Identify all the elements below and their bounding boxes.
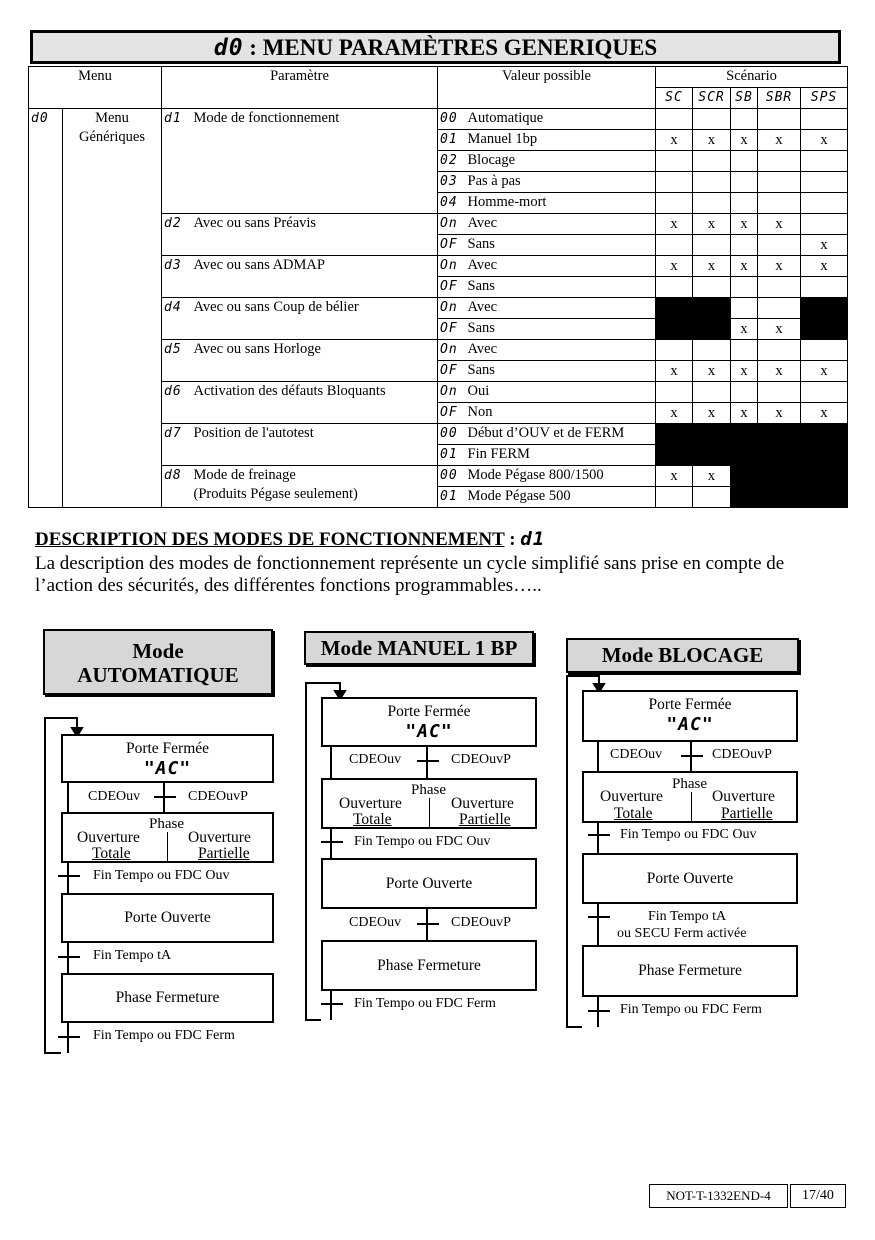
manuel-cde2-right: CDEOuvP bbox=[451, 915, 511, 930]
scenario-cell-sb bbox=[731, 424, 758, 445]
scenario-cell-sb: x bbox=[731, 319, 758, 340]
auto-transition-2: Fin Tempo tA bbox=[93, 948, 172, 963]
manuel-transition-1: Fin Tempo ou FDC Ouv bbox=[354, 834, 491, 849]
param-label-cell bbox=[192, 256, 438, 298]
phase-label: Phase bbox=[411, 782, 446, 798]
param-code-cell: d3 bbox=[162, 256, 192, 298]
scenario-cell-scr bbox=[693, 235, 731, 256]
scenario-cell-sbr bbox=[758, 466, 801, 487]
value-code-cell: 02 bbox=[438, 151, 466, 172]
display-ac: "AC" bbox=[405, 721, 453, 742]
scenario-cell-sbr bbox=[758, 277, 801, 298]
blocage-transition-2b: ou SECU Ferm activée bbox=[617, 926, 747, 941]
param-label-cell bbox=[192, 382, 438, 424]
value-label-cell: Manuel 1bp bbox=[466, 130, 656, 151]
scenario-cell-sc: x bbox=[656, 214, 693, 235]
scenario-cell-sps bbox=[801, 214, 848, 235]
value-label-cell: Avec bbox=[466, 214, 656, 235]
phase-divider bbox=[691, 792, 692, 822]
value-label-cell: Sans bbox=[466, 235, 656, 256]
scenario-cell-sps bbox=[801, 487, 848, 508]
menu-code-cell: d0 bbox=[29, 109, 63, 508]
value-label-cell: Blocage bbox=[466, 151, 656, 172]
header-menu: Menu bbox=[29, 67, 162, 109]
ouverture-partielle-2: Partielle bbox=[198, 845, 250, 862]
param-code-cell: d6 bbox=[162, 382, 192, 424]
scenario-cell-sc: x bbox=[656, 466, 693, 487]
page-title-text: : MENU PARAMÈTRES GENERIQUES bbox=[249, 35, 658, 60]
scenario-cell-sc bbox=[656, 319, 693, 340]
scenario-cell-sbr bbox=[758, 172, 801, 193]
blocage-cde-left: CDEOuv bbox=[610, 747, 663, 762]
scenario-cell-sps bbox=[801, 319, 848, 340]
auto-cde-right: CDEOuvP bbox=[188, 789, 248, 804]
scenario-cell-sbr bbox=[758, 109, 801, 130]
value-code-cell: On bbox=[438, 382, 466, 403]
scenario-cell-sbr bbox=[758, 151, 801, 172]
blocage-state-porte-fermee bbox=[582, 690, 798, 742]
scenario-cell-sb bbox=[731, 235, 758, 256]
scenario-cell-sbr: x bbox=[758, 130, 801, 151]
scenario-cell-scr: x bbox=[693, 403, 731, 424]
value-label-cell: Homme-mort bbox=[466, 193, 656, 214]
value-label-cell: Oui bbox=[466, 382, 656, 403]
auto-state-porte-fermee bbox=[61, 734, 274, 783]
scenario-cell-scr bbox=[693, 382, 731, 403]
display-ac: "AC" bbox=[143, 758, 192, 779]
scenario-cell-sb bbox=[731, 382, 758, 403]
param-label: Activation des défauts Bloquants bbox=[193, 383, 386, 399]
scenario-cell-sc bbox=[656, 277, 693, 298]
param-code-cell: d8 bbox=[162, 466, 192, 508]
scenario-cell-sbr: x bbox=[758, 319, 801, 340]
description-heading-text: DESCRIPTION DES MODES DE FONCTIONNEMENT bbox=[35, 529, 505, 550]
display-ac: "AC" bbox=[666, 714, 714, 735]
ouverture-partielle-1: Ouverture bbox=[712, 788, 775, 805]
document-reference: NOT-T-1332END-4 bbox=[649, 1184, 788, 1208]
scenario-cell-sb: x bbox=[731, 256, 758, 277]
scenario-cell-sbr bbox=[758, 487, 801, 508]
param-label: Mode de freinage bbox=[193, 467, 296, 483]
mode-automatique-title-line2: AUTOMATIQUE bbox=[77, 663, 239, 687]
scenario-cell-scr bbox=[693, 445, 731, 466]
value-code-cell: On bbox=[438, 340, 466, 361]
scenario-cell-sc: x bbox=[656, 130, 693, 151]
blocage-state-phase-fermeture: Phase Fermeture bbox=[582, 945, 798, 997]
scenario-cell-sbr bbox=[758, 340, 801, 361]
param-label-cell bbox=[192, 214, 438, 256]
phase-divider bbox=[429, 798, 430, 828]
value-label-cell: Non bbox=[466, 403, 656, 424]
scenario-cell-sbr bbox=[758, 382, 801, 403]
param-code-cell: d2 bbox=[162, 214, 192, 256]
param-label-cell bbox=[192, 424, 438, 466]
value-code-cell: On bbox=[438, 298, 466, 319]
state-label: Porte Fermée bbox=[387, 703, 471, 720]
ouverture-partielle-1: Ouverture bbox=[451, 795, 514, 812]
mode-blocage-title: Mode BLOCAGE bbox=[566, 638, 799, 673]
menu-label-line2: Génériques bbox=[78, 129, 146, 145]
value-code-cell: OF bbox=[438, 361, 466, 382]
description-text: La description des modes de fonctionnement représente un cycle simplifié sans prise en compte de l’action des sécurités, des différentes fonctions programmables….. bbox=[35, 553, 785, 596]
scenario-cell-sps: x bbox=[801, 403, 848, 424]
scenario-cell-sc: x bbox=[656, 361, 693, 382]
scenario-cell-scr bbox=[693, 298, 731, 319]
description-heading-sep: : bbox=[504, 529, 521, 550]
scenario-cell-sps bbox=[801, 151, 848, 172]
scenario-cell-sc bbox=[656, 193, 693, 214]
auto-state-porte-ouverte: Porte Ouverte bbox=[61, 893, 274, 943]
param-label-cell bbox=[192, 466, 438, 508]
ouverture-partielle-2: Partielle bbox=[721, 805, 773, 822]
header-valeur: Valeur possible bbox=[438, 67, 656, 109]
scenario-cell-sbr: x bbox=[758, 256, 801, 277]
phase-divider bbox=[167, 832, 168, 862]
scenario-cell-sbr bbox=[758, 235, 801, 256]
scenario-cell-sps bbox=[801, 340, 848, 361]
value-code-cell: OF bbox=[438, 235, 466, 256]
scenario-cell-scr bbox=[693, 151, 731, 172]
blocage-cde-right: CDEOuvP bbox=[712, 747, 772, 762]
ouverture-partielle-1: Ouverture bbox=[188, 829, 251, 846]
scenario-cell-sb bbox=[731, 466, 758, 487]
param-label: Position de l'autotest bbox=[193, 425, 314, 441]
ouverture-totale-2: Totale bbox=[614, 805, 653, 822]
manuel-cde-right: CDEOuvP bbox=[451, 752, 511, 767]
value-code-cell: OF bbox=[438, 319, 466, 340]
param-label-cell bbox=[192, 340, 438, 382]
header-parametre: Paramètre bbox=[162, 67, 438, 109]
scenario-cell-sc bbox=[656, 445, 693, 466]
scenario-cell-scr bbox=[693, 319, 731, 340]
ouverture-totale-2: Totale bbox=[353, 811, 392, 828]
value-label-cell: Pas à pas bbox=[466, 172, 656, 193]
param-label: Avec ou sans Horloge bbox=[193, 341, 321, 357]
ouverture-totale-1: Ouverture bbox=[339, 795, 402, 812]
phase-label: Phase bbox=[149, 816, 184, 832]
blocage-transition-1: Fin Tempo ou FDC Ouv bbox=[620, 827, 757, 842]
auto-cde-left: CDEOuv bbox=[88, 789, 141, 804]
scenario-cell-sc bbox=[656, 340, 693, 361]
scenario-cell-sps bbox=[801, 445, 848, 466]
scenario-cell-sbr bbox=[758, 193, 801, 214]
param-label-cell bbox=[192, 109, 438, 214]
scenario-cell-sb bbox=[731, 277, 758, 298]
scenario-cell-sbr bbox=[758, 424, 801, 445]
scenario-cell-scr bbox=[693, 487, 731, 508]
scenario-cell-sbr bbox=[758, 445, 801, 466]
description-heading-code: d1 bbox=[520, 528, 546, 550]
param-code-cell: d1 bbox=[162, 109, 192, 214]
page-number: 17/40 bbox=[790, 1184, 846, 1208]
value-code-cell: 03 bbox=[438, 172, 466, 193]
scenario-cell-sb: x bbox=[731, 214, 758, 235]
scenario-cell-scr bbox=[693, 277, 731, 298]
param-label: Mode de fonctionnement bbox=[193, 110, 340, 126]
scenario-cell-sb bbox=[731, 172, 758, 193]
menu-label-cell bbox=[63, 109, 162, 508]
auto-state-phase-fermeture: Phase Fermeture bbox=[61, 973, 274, 1023]
ouverture-totale-1: Ouverture bbox=[77, 829, 140, 846]
ouverture-partielle-2: Partielle bbox=[459, 811, 511, 828]
manuel-state-porte-fermee bbox=[321, 697, 537, 747]
scenario-cell-sbr: x bbox=[758, 403, 801, 424]
mode-automatique-title-line1: Mode bbox=[132, 639, 184, 663]
scenario-cell-sb bbox=[731, 298, 758, 319]
scenario-cell-sbr: x bbox=[758, 361, 801, 382]
param-label-cell bbox=[192, 298, 438, 340]
scenario-cell-sps bbox=[801, 172, 848, 193]
value-code-cell: 04 bbox=[438, 193, 466, 214]
value-code-cell: 01 bbox=[438, 487, 466, 508]
page-title bbox=[30, 30, 841, 64]
scenario-cell-sb bbox=[731, 487, 758, 508]
scenario-cell-sc bbox=[656, 424, 693, 445]
scenario-cell-sc bbox=[656, 298, 693, 319]
scenario-cell-scr: x bbox=[693, 361, 731, 382]
scenario-cell-scr: x bbox=[693, 256, 731, 277]
value-label-cell: Automatique bbox=[466, 109, 656, 130]
scenario-cell-sb bbox=[731, 445, 758, 466]
scenario-cell-sc bbox=[656, 109, 693, 130]
scenario-cell-sc: x bbox=[656, 256, 693, 277]
ouverture-totale-1: Ouverture bbox=[600, 788, 663, 805]
value-code-cell: 00 bbox=[438, 109, 466, 130]
parameter-table bbox=[28, 66, 848, 508]
value-label-cell: Début d’OUV et de FERM bbox=[466, 424, 656, 445]
scenario-cell-sps bbox=[801, 277, 848, 298]
scenario-cell-sb bbox=[731, 340, 758, 361]
scenario-scr: SCR bbox=[693, 88, 731, 109]
auto-transition-1: Fin Tempo ou FDC Ouv bbox=[93, 868, 230, 883]
scenario-cell-sps: x bbox=[801, 361, 848, 382]
scenario-cell-scr bbox=[693, 340, 731, 361]
scenario-cell-sbr: x bbox=[758, 214, 801, 235]
header-scenario: Scénario bbox=[656, 67, 848, 88]
param-code-cell: d4 bbox=[162, 298, 192, 340]
param-label: Avec ou sans ADMAP bbox=[193, 257, 325, 273]
manuel-state-porte-ouverte: Porte Ouverte bbox=[321, 858, 537, 909]
scenario-cell-sc bbox=[656, 487, 693, 508]
value-code-cell: 00 bbox=[438, 424, 466, 445]
scenario-cell-sb: x bbox=[731, 403, 758, 424]
value-code-cell: OF bbox=[438, 277, 466, 298]
scenario-cell-scr: x bbox=[693, 214, 731, 235]
scenario-cell-sb bbox=[731, 151, 758, 172]
auto-state-ouverture bbox=[61, 812, 274, 863]
ouverture-totale-2: Totale bbox=[92, 845, 131, 862]
value-label-cell: Avec bbox=[466, 340, 656, 361]
blocage-transition-3: Fin Tempo ou FDC Ferm bbox=[620, 1002, 762, 1017]
scenario-cell-sps: x bbox=[801, 130, 848, 151]
state-label: Porte Fermée bbox=[648, 696, 732, 713]
scenario-cell-sps bbox=[801, 193, 848, 214]
scenario-cell-scr bbox=[693, 109, 731, 130]
table-row bbox=[29, 109, 848, 130]
scenario-cell-scr bbox=[693, 172, 731, 193]
scenario-sb: SB bbox=[731, 88, 758, 109]
state-label: Porte Fermée bbox=[125, 740, 210, 757]
mode-automatique-title bbox=[43, 629, 273, 695]
param-code-cell: d5 bbox=[162, 340, 192, 382]
scenario-cell-sb: x bbox=[731, 361, 758, 382]
scenario-cell-sps bbox=[801, 466, 848, 487]
scenario-cell-sc bbox=[656, 151, 693, 172]
param-label: Avec ou sans Coup de bélier bbox=[193, 299, 359, 315]
scenario-cell-sb bbox=[731, 109, 758, 130]
scenario-cell-sps bbox=[801, 424, 848, 445]
description-heading bbox=[35, 528, 545, 551]
blocage-state-porte-ouverte: Porte Ouverte bbox=[582, 853, 798, 904]
value-label-cell: Fin FERM bbox=[466, 445, 656, 466]
scenario-sc: SC bbox=[656, 88, 693, 109]
value-code-cell: 00 bbox=[438, 466, 466, 487]
scenario-cell-sb: x bbox=[731, 130, 758, 151]
blocage-transition-2a: Fin Tempo tA bbox=[648, 909, 727, 924]
mode-manuel-title: Mode MANUEL 1 BP bbox=[304, 631, 534, 665]
manuel-transition-3: Fin Tempo ou FDC Ferm bbox=[354, 996, 496, 1011]
scenario-cell-sb bbox=[731, 193, 758, 214]
scenario-cell-scr bbox=[693, 193, 731, 214]
value-label-cell: Avec bbox=[466, 256, 656, 277]
blocage-state-ouverture bbox=[582, 771, 798, 823]
menu-label-line1: Menu bbox=[95, 110, 129, 126]
scenario-cell-sc bbox=[656, 382, 693, 403]
value-code-cell: On bbox=[438, 214, 466, 235]
scenario-cell-scr bbox=[693, 424, 731, 445]
menu-code: d0 bbox=[213, 35, 244, 61]
value-label-cell: Mode Pégase 800/1500 bbox=[466, 466, 656, 487]
value-label-cell: Sans bbox=[466, 277, 656, 298]
scenario-cell-sps bbox=[801, 298, 848, 319]
scenario-cell-sps: x bbox=[801, 256, 848, 277]
auto-transition-3: Fin Tempo ou FDC Ferm bbox=[93, 1028, 235, 1043]
param-label: Avec ou sans Préavis bbox=[193, 215, 317, 231]
param-label-line2: (Produits Pégase seulement) bbox=[193, 486, 358, 502]
scenario-cell-sbr bbox=[758, 298, 801, 319]
param-code-cell: d7 bbox=[162, 424, 192, 466]
scenario-sps: SPS bbox=[801, 88, 848, 109]
manuel-state-ouverture bbox=[321, 778, 537, 829]
scenario-cell-scr: x bbox=[693, 466, 731, 487]
scenario-cell-sps bbox=[801, 109, 848, 130]
scenario-sbr: SBR bbox=[758, 88, 801, 109]
scenario-cell-sc bbox=[656, 172, 693, 193]
manuel-cde2-left: CDEOuv bbox=[349, 915, 402, 930]
phase-label: Phase bbox=[672, 776, 707, 792]
value-code-cell: On bbox=[438, 256, 466, 277]
manuel-state-phase-fermeture: Phase Fermeture bbox=[321, 940, 537, 991]
value-label-cell: Mode Pégase 500 bbox=[466, 487, 656, 508]
value-label-cell: Sans bbox=[466, 319, 656, 340]
value-code-cell: 01 bbox=[438, 445, 466, 466]
value-label-cell: Sans bbox=[466, 361, 656, 382]
scenario-cell-sps bbox=[801, 382, 848, 403]
value-label-cell: Avec bbox=[466, 298, 656, 319]
scenario-cell-sps: x bbox=[801, 235, 848, 256]
scenario-cell-scr: x bbox=[693, 130, 731, 151]
manuel-cde-left: CDEOuv bbox=[349, 752, 402, 767]
value-code-cell: 01 bbox=[438, 130, 466, 151]
value-code-cell: OF bbox=[438, 403, 466, 424]
scenario-cell-sc: x bbox=[656, 403, 693, 424]
scenario-cell-sc bbox=[656, 235, 693, 256]
